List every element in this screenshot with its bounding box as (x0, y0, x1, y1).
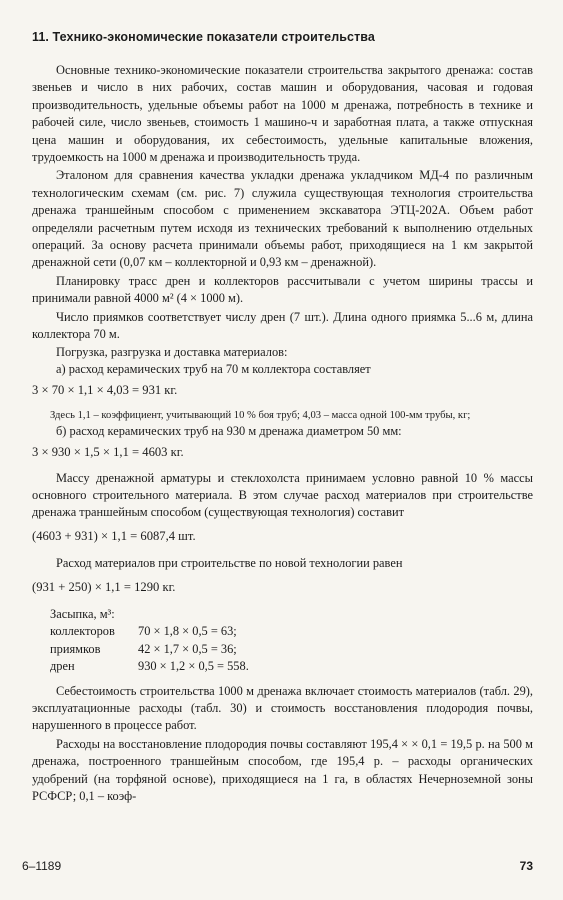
backfill-value: 70 × 1,8 × 0,5 = 63; (138, 624, 237, 639)
formula-drain-pipes: 3 × 930 × 1,5 × 1,1 = 4603 кг. (32, 445, 184, 460)
paragraph-indicators: Основные технико-экономические показатели строительства закрытого дренажа: состав звеньев и число в них рабочих, состав машин и оборудования, часовая и годовая производительность, удельные объемы работ на 1000 м дренажа, потребность в технике и рабочей силе, число звеньев, стоимость 1 машино-ч и заработная плата, а также отпускная цена машин и оборудования, их себестоимость, удельные капитальные вложения, трудоемкость на 1000 м дренажа и производительность труда. (32, 63, 533, 165)
backfill-value: 42 × 1,7 × 0,5 = 36; (138, 641, 237, 656)
formula-collector-pipes: 3 × 70 × 1,1 × 4,03 = 931 кг. (32, 383, 178, 398)
page-number: 73 (519, 859, 533, 873)
paragraph-cost: Себестоимость строительства 1000 м дренажа включает стоимость материалов (табл. 29), эксплуатационные расходы (табл. 30) и стоимость восстановления плодородия почвы, нарушенного в процессе работ. (32, 683, 533, 733)
section-heading: 11. Технико-экономические показатели строительства (32, 30, 375, 44)
page-footer (22, 859, 533, 873)
formula-new-technology: (931 + 250) × 1,1 = 1290 кг. (32, 579, 176, 594)
backfill-row (50, 658, 533, 675)
paragraph-new-technology: Расход материалов при строительстве по новой технологии равен (56, 556, 403, 571)
paragraph-ceramic-drain: б) расход керамических труб на 930 м дренажа диаметром 50 мм: (56, 423, 402, 438)
backfill-title: Засыпка, м³: (50, 606, 115, 621)
paragraph-pits: Число приямков соответствует числу дрен (7 шт.). Длина одного приямка 5...6 м, длина коллектора 70 м. (32, 309, 533, 342)
backfill-value: 930 × 1,2 × 0,5 = 558. (138, 659, 249, 674)
backfill-row (50, 641, 533, 658)
backfill-label: дрен (50, 659, 75, 674)
backfill-row (50, 623, 533, 640)
backfill-label: приямков (50, 641, 101, 656)
backfill-block (50, 606, 533, 676)
paragraph-fittings-mass: Массу дренажной арматуры и стеклохолста принимаем условно равной 10 % массы основного строительного материала. В этом случае расход материалов при строительстве дренажа траншейным способом (существующая технология) составит (32, 470, 533, 520)
signature-mark: 6–1189 (22, 859, 62, 873)
formula-existing-technology: (4603 + 931) × 1,1 = 6087,4 шт. (32, 528, 196, 543)
paragraph-soil-restoration: Расходы на восстановление плодородия почвы составляют 195,4 × × 0,1 = 19,5 р. на 500 м дренажа, построенного траншейным способом, где 195,4 р. – расходы органических удобрений (на торфяной основе), приходящиеся на 1 га, в областях Нечерноземной зоны РСФСР; 0,1 – коэф- (32, 736, 533, 804)
footnote-coefficient: Здесь 1,1 – коэффициент, учитывающий 10 % боя труб; 4,03 – масса одной 100-мм трубы, кг; (50, 409, 471, 421)
paragraph-route-planning: Планировку трасс дрен и коллекторов рассчитывали с учетом ширины трассы и принимали равной 4000 м² (4 × 1000 м). (32, 273, 533, 306)
paragraph-ceramic-collector: а) расход керамических труб на 70 м коллектора составляет (56, 361, 371, 376)
backfill-label: коллекторов (50, 624, 115, 639)
paragraph-reference-technology: Эталоном для сравнения качества укладки дренажа укладчиком МД-4 по различным технологическим схемам (см. рис. 7) служила существующая технология строительства дренажа траншейным способом с применением экскаватора ЭТЦ-202А. Объем работ определяли расчетным путем исходя из технических требований к выполнению отдельных операций. За основу расчета принимали объемы работ, приходящиеся на 1 км закрытой дренажной сети (0,07 км – коллекторной и 0,93 км – дренажной). (32, 168, 533, 270)
paragraph-loading: Погрузка, разгрузка и доставка материалов: (56, 344, 288, 359)
